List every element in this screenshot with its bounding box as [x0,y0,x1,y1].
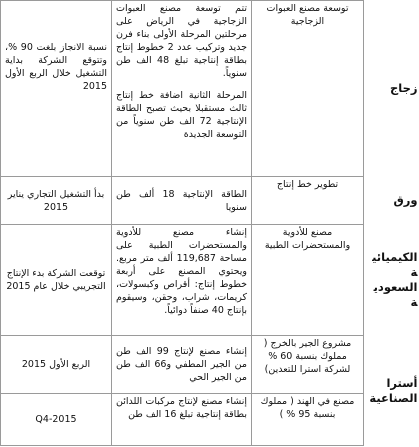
description-cell [112,394,252,446]
description-paragraph: إنشاء مصنع لإنتاج مركبات اللدائن بطاقة إنتاجية تبلغ 16 الف طن [116,396,247,420]
table-row [1,394,419,446]
description-paragraph: المرحلة الثانية اضافة خط إنتاج ثالث مستقبلا بحيث تصبح الطاقة الإنتاجية 72 الف طن سنوياً من التوسعة الجديدة [116,90,247,140]
table-row [1,177,419,225]
description-cell [112,1,252,177]
project-cell: توسعة مصنع العبوات الزجاجية [252,1,364,177]
description-cell [112,177,252,225]
description-paragraph: تتم توسعة مصنع العبوات الزجاجية في الرياض على مرحلتين المرحلة الأولى بناء فرن جديد وتركيب عدد 2 خطوط إنتاج بطاقة إنتاجية تبلغ 48 الف طن سنوياً. [116,3,248,79]
project-cell: مصنع في الهند ( مملوك بنسبة 95 % ) [252,394,364,446]
description-cell [112,336,252,394]
table-row [1,225,419,336]
table-row [1,336,419,394]
sector-cell: أسترا الصناعية [369,375,418,405]
sector-cell: زجاج [389,81,418,95]
description-paragraph: إنشاء مصنع للأدوية والمستحضرات الطبية على مساحة 119,687 ألف متر مربع. ويحتوي المصنع على أربعة خطوط إنتاج: أقراص وكبسولات، كريمات، شراب، وحقن، وسيقوم بإنتاج 40 صنفاً دوائياً. [116,227,247,316]
status-cell: نسبة الانجاز بلغت 90 %، وتتوقع الشركة بداية التشغيل خلال الربع الأول 2015 [1,1,112,177]
project-cell: تطوير خط إنتاج [252,177,364,225]
description-paragraph: إنشاء مصنع لإنتاج 99 الف طن من الجير المطفي و66 الف طن من الجير الحي [116,346,248,383]
status-cell: Q4-2015 [1,394,112,446]
description-cell [112,225,252,336]
status-cell: توقعت الشركة بدء الإنتاج التجريبي خلال عام 2015 [1,225,112,336]
sector-cell: ورق [393,193,418,207]
description-paragraph: الطاقة الإنتاجية 18 ألف طن سنويا [116,188,247,213]
status-cell: بدأ التشغيل التجاري يناير 2015 [1,177,112,225]
status-cell: الربع الأول 2015 [1,336,112,394]
sector-cell: الكيميائية السعودية [372,250,418,309]
project-cell: مشروع الجير بالخرج ( مملوك بنسبة 60 % لشركة استرا للتعدين) [252,336,364,394]
project-cell: مصنع للأدوية والمستحضرات الطبية [252,225,364,336]
table-row [1,1,419,177]
